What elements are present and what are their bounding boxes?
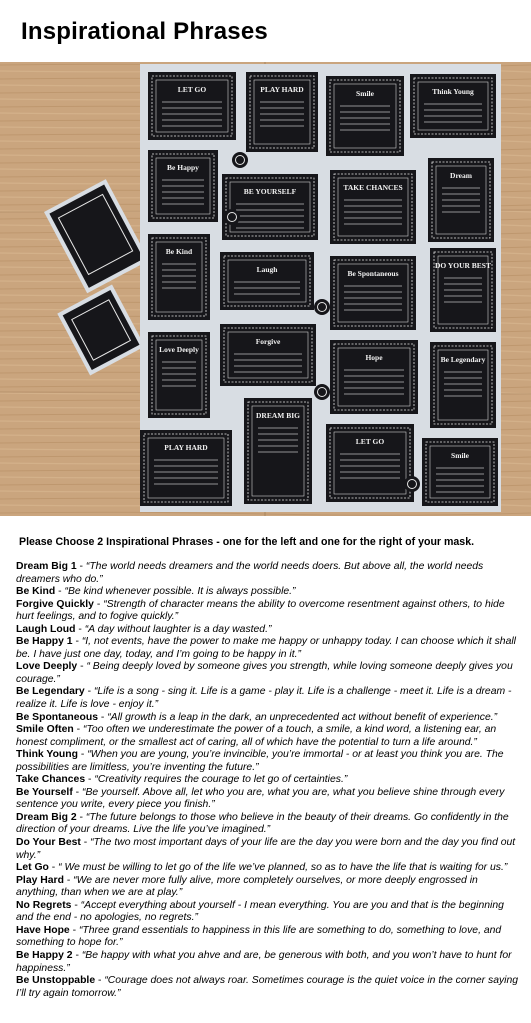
- phrase-quote: “I, not events, have the power to make me happy or unhappy today. I can choose which it shall be. I have just one day, today, and I’m going to be happy in it.”: [16, 636, 516, 660]
- fabric-photo-image: [0, 62, 531, 516]
- fabric-panel-label: DREAM BIG: [256, 411, 300, 420]
- phrase-name: Dream Big 1: [16, 561, 77, 572]
- rosette-ornament: [404, 476, 420, 492]
- phrase-quote: “Courage does not always roar. Sometimes courage is the quiet voice in the corner saying I’ll try again tomorrow.”: [16, 975, 519, 999]
- phrase-quote: “Be happy with what you ahve and are, be generous with both, and you won’t have to hunt for happiness.”: [16, 949, 512, 974]
- phrase-name: Let Go: [16, 862, 49, 874]
- phrase-quote: “The world needs dreamers and the world needs doers. But above all, the world needs dreamers who do.”: [16, 561, 484, 585]
- fabric-panel-label: BE YOURSELF: [243, 187, 297, 196]
- fabric-panel: [422, 438, 498, 506]
- rosette-ornament: [232, 152, 248, 168]
- phrase-quote: “The two most important days of your life are the day you were born and the day you find out why.”: [16, 837, 516, 861]
- fabric-panel-label: TAKE CHANCES: [343, 183, 403, 192]
- phrase-name: Laugh Loud: [16, 623, 76, 635]
- phrase-item: Be Happy 2 - “Be happy with what you ahve and are, be generous with both, and you won’t have to hunt for happiness.”: [16, 949, 512, 974]
- fabric-panel: [326, 424, 414, 502]
- fabric-panel-label: Think Young: [432, 87, 474, 96]
- phrase-item: Be Legendary - “Life is a song - sing it. Life is a game - play it. Life is a challenge - meet it. Life is a dream - realize it. Life is love - enjoy it.”: [16, 686, 512, 711]
- fabric-panel: [148, 234, 210, 320]
- phrase-name: Have Hope: [16, 924, 70, 936]
- phrase-quote: “All growth is a leap in the dark, an unprecedented act without benefit of experience.”: [107, 711, 498, 723]
- phrase-quote: “Three grand essentials to happiness in this life are something to do, something to love, and something to hope for.”: [16, 924, 502, 949]
- fabric-panel: [430, 342, 496, 428]
- phrase-item: Dream Big 2 - “The future belongs to those who believe in the beauty of their dreams. Go confidently in the direction of your dreams. Live the life you’ve imagined.”: [16, 811, 509, 836]
- phrase-item: Do Your Best - “The two most important days of your life are the day you were born and the day you find out why.”: [16, 837, 516, 861]
- fabric-panel: [326, 76, 404, 156]
- phrase-name: No Regrets: [16, 899, 72, 911]
- rosette-ornament: [224, 209, 240, 225]
- phrase-list: [16, 561, 521, 1000]
- phrase-quote: “Life is a song - sing it. Life is a game - play it. Life is a challenge - meet it. Life is a dream - realize it. Life is love - enjoy it.”: [16, 686, 512, 711]
- phrase-item: Play Hard - “We are never more fully alive, more completely ourselves, or more deeply engrossed in anything, than when we are at play.”: [16, 874, 478, 899]
- fabric-panel: [140, 430, 232, 506]
- fabric-panel: [148, 150, 218, 222]
- phrase-item: Dream Big 1 - “The world needs dreamers and the world needs doers. But above all, the world needs dreamers who do.”: [16, 561, 484, 585]
- phrase-name: Be Kind: [16, 586, 56, 598]
- phrase-quote: “Too often we underestimate the power of a touch, a smile, a kind word, a listening ear, an honest compliment, or the smallest act of caring, all of which have the potential to turn a life around.”: [16, 724, 497, 748]
- phrase-item: Be Unstoppable - “Courage does not always roar. Sometimes courage is the quiet voice in the corner saying I’ll try again tomorrow.”: [16, 975, 519, 999]
- fabric-panel-label: PLAY HARD: [164, 443, 208, 452]
- phrase-name: Play Hard: [16, 874, 64, 886]
- fabric-panel-label: Be Kind: [165, 247, 193, 256]
- phrase-name: Be Yourself: [16, 786, 73, 798]
- fabric-panel: [330, 340, 418, 414]
- phrase-name: Be Spontaneous: [16, 711, 98, 723]
- fabric-panel-label: Be Spontaneous: [347, 269, 399, 278]
- fabric-panel: [428, 158, 494, 242]
- fabric-panel-label: Forgive: [255, 337, 281, 346]
- fabric-panel: [220, 324, 316, 386]
- fabric-panel-label: Laugh: [256, 265, 278, 274]
- page-title: Inspirational Phrases: [21, 18, 268, 45]
- phrase-name: Be Legendary: [16, 686, 85, 698]
- fabric-panel-label: Be Legendary: [440, 355, 486, 364]
- fabric-panel-label: Be Happy: [167, 163, 199, 172]
- fabric-panel-label: Smile: [356, 89, 374, 98]
- phrase-item: Be Kind - “Be kind whenever possible. It is always possible.”: [16, 586, 296, 598]
- phrase-item: Let Go - “ We must be willing to let go of the life we’ve planned, so as to have the life that is waiting for us.”: [16, 862, 508, 874]
- fabric-panel-label: Smile: [451, 451, 469, 460]
- fabric-panel: [246, 72, 318, 152]
- phrase-quote: “The future belongs to those who believe in the beauty of their dreams. Go confidently in the direction of your dreams. Live the life you’ve imagined.”: [16, 811, 509, 836]
- fabric-panel-label: LET GO: [355, 437, 385, 446]
- phrase-quote: “Be yourself. Above all, let who you are, what you are, what you believe shine through every sentence you write, every piece you finish.”: [16, 786, 505, 811]
- fabric-panel: [148, 72, 236, 140]
- fabric-panel-label: Dream: [450, 171, 472, 180]
- rosette-ornament: [314, 299, 330, 315]
- phrase-quote: “Accept everything about yourself - I mean everything. You are you and that is the beginning and the end - no apologies, no regrets.”: [16, 899, 504, 924]
- phrase-quote: “Be kind whenever possible. It is always possible.”: [64, 586, 296, 598]
- fabric-panel: [220, 252, 314, 310]
- phrase-quote: “Creativity requires the courage to let go of certainties.”: [94, 774, 348, 786]
- fabric-panel-label: Hope: [365, 353, 383, 362]
- instructions-text: Please Choose 2 Inspirational Phrases - one for the left and one for the right of your mask.: [19, 536, 475, 548]
- phrase-item: Be Yourself - “Be yourself. Above all, let who you are, what you are, what you believe shine through every sentence you write, every piece you finish.”: [16, 786, 505, 811]
- phrase-item: Laugh Loud - “A day without laughter is a day wasted.”: [16, 623, 272, 635]
- phrase-name: Love Deeply: [16, 661, 78, 673]
- fabric-panel: [430, 248, 496, 332]
- phrase-name: Smile Often: [16, 724, 74, 736]
- phrase-item: Be Happy 1 - “I, not events, have the power to make me happy or unhappy today. I can choose which it shall be. I have just one day, today, and I’m going to be happy in it.”: [16, 636, 516, 660]
- phrase-name: Be Happy 2: [16, 949, 73, 961]
- phrase-quote: “ Being deeply loved by someone gives you strength, while loving someone deeply gives you courage.”: [16, 661, 513, 685]
- fabric-panel-label: Love Deeply: [159, 345, 199, 354]
- fabric-panel: [148, 332, 210, 418]
- fabric-panel-label: DO YOUR BEST: [435, 261, 491, 270]
- phrase-name: Do Your Best: [16, 837, 81, 849]
- fabric-panel: [244, 398, 312, 504]
- fabric-photo: [0, 62, 531, 516]
- phrase-name: Think Young: [16, 749, 78, 761]
- phrase-name: Dream Big 2: [16, 811, 77, 823]
- fabric-panel: [222, 174, 318, 240]
- rosette-ornament: [314, 384, 330, 400]
- phrase-item: Take Chances - “Creativity requires the courage to let go of certainties.”: [16, 774, 348, 786]
- fabric-panel: [330, 170, 416, 244]
- phrase-item: Have Hope - “Three grand essentials to happiness in this life are something to do, something to love, and something to hope for.”: [16, 924, 502, 949]
- phrase-item: Think Young - “When you are young, you’re invincible, you’re immortal - or at least you think you are. The possibilities are limitless, you’re inventing the future.”: [16, 749, 504, 773]
- fabric-panel-label: PLAY HARD: [260, 85, 304, 94]
- phrase-quote: “Strength of character means the ability to overcome resentment against others, to hide hurt feelings, and to fogive quickly.”: [16, 598, 505, 623]
- fabric-panel-label: LET GO: [177, 85, 207, 94]
- phrase-item: Be Spontaneous - “All growth is a leap in the dark, an unprecedented act without benefit of experience.”: [16, 711, 498, 723]
- phrase-quote: “We are never more fully alive, more completely ourselves, or more deeply engrossed in anything, than when we are at play.”: [16, 874, 478, 899]
- phrase-name: Be Unstoppable: [16, 975, 96, 987]
- phrase-name: Take Chances: [16, 774, 86, 786]
- phrase-name: Forgive Quickly: [16, 598, 94, 610]
- phrase-quote: “When you are young, you’re invincible, you’re immortal - or at least you think you are. The possibilities are limitless, you’re inventing the future.”: [16, 749, 504, 773]
- phrase-item: No Regrets - “Accept everything about yourself - I mean everything. You are you and that is the beginning and the end - no apologies, no regrets.”: [16, 899, 504, 924]
- phrase-quote: “ We must be willing to let go of the life we’ve planned, so as to have the life that is waiting for us.”: [58, 862, 508, 874]
- phrase-item: Love Deeply - “ Being deeply loved by someone gives you strength, while loving someone deeply gives you courage.”: [16, 661, 513, 685]
- phrase-quote: “A day without laughter is a day wasted.”: [84, 623, 272, 635]
- fabric-panel: [410, 74, 496, 138]
- fabric-panel: [330, 256, 416, 330]
- phrase-item: Smile Often - “Too often we underestimate the power of a touch, a smile, a kind word, a listening ear, an honest compliment, or the smallest act of caring, all of which have the potential to turn a life around.”: [16, 724, 497, 748]
- phrase-item: Forgive Quickly - “Strength of character means the ability to overcome resentment against others, to hide hurt feelings, and to fogive quickly.”: [16, 598, 505, 623]
- phrase-name: Be Happy 1: [16, 636, 73, 648]
